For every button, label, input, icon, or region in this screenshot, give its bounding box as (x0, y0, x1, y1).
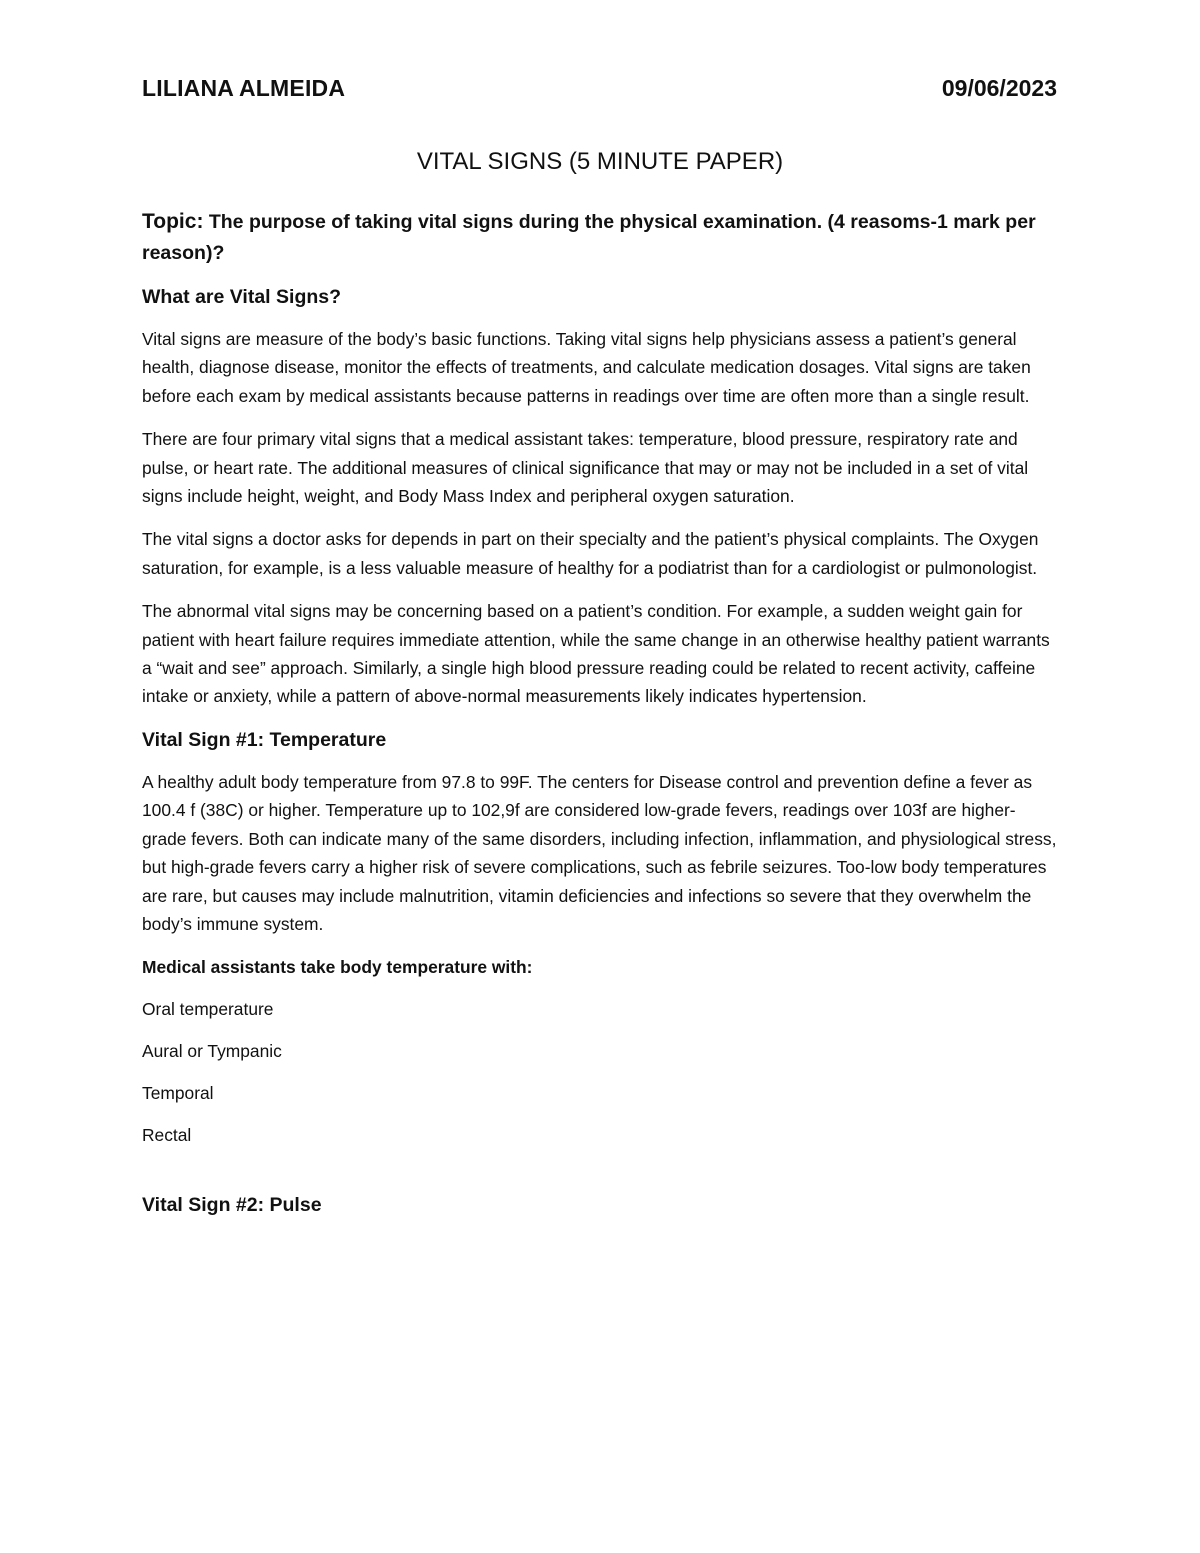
document-body (142, 206, 1060, 1233)
paragraph: A healthy adult body temperature from 97.8 to 99F. The centers for Disease control and prevention define a fever as 100.4 f (38C) or higher. Temperature up to 102,9f are considered low-grade fevers, readings over 103f are higher-grade fevers. Both can indicate many of the same disorders, including infection, inflammation, and physiological stress, but high-grade fevers carry a higher risk of severe complications, such as febrile seizures. Too-low body temperatures are rare, but causes may include malnutrition, vitamin deficiencies and infections so severe that they overwhelm the body’s immune system. (142, 771, 1057, 934)
topic-line (142, 206, 1060, 269)
list-label: Medical assistants take body temperature with: (142, 957, 533, 978)
section-heading-what-are-vital-signs: What are Vital Signs? (142, 286, 342, 308)
paragraph: Vital signs are measure of the body’s basic functions. Taking vital signs help physicians assess a patient’s general health, diagnose disease, monitor the effects of treatments, and calculate medication dosages. Vital signs are taken before each exam by medical assistants because patterns in readings over time are often more than a single result. (142, 329, 1031, 406)
paragraph: The abnormal vital signs may be concerning based on a patient’s condition. For example, a sudden weight gain for patient with heart failure requires immediate attention, while the same change in an otherwise healthy patient warrants a “wait and see” approach. Similarly, a single high blood pressure reading could be related to recent activity, caffeine intake or anxiety, while a pattern of above-normal measurements likely indicates hypertension. (142, 601, 1050, 707)
section-heading-pulse: Vital Sign #2: Pulse (142, 1194, 322, 1217)
author-name: LILIANA ALMEIDA (142, 75, 346, 101)
page-title: VITAL SIGNS (5 MINUTE PAPER) (416, 148, 784, 175)
spacer (142, 1163, 1060, 1191)
paragraph: The vital signs a doctor asks for depends in part on their specialty and the patient’s physical complaints. The Oxygen saturation, for example, is a less valuable measure of healthy for a podiatrist than for a cardiologist or pulmonologist. (142, 529, 1039, 578)
document-date: 09/06/2023 (941, 75, 1057, 101)
topic-label: Topic: (142, 210, 204, 233)
list-item: Aural or Tympanic (142, 1041, 282, 1062)
list-item: Temporal (142, 1083, 214, 1104)
paragraph: There are four primary vital signs that a medical assistant takes: temperature, blood pressure, respiratory rate and pulse, or heart rate. The additional measures of clinical significance that may or may not be included in a set of vital signs include height, weight, and Body Mass Index and peripheral oxygen saturation. (142, 429, 1029, 507)
list-item: Oral temperature (142, 999, 274, 1020)
section-heading-temperature: Vital Sign #1: Temperature (142, 728, 387, 751)
topic-text: The purpose of taking vital signs during the physical examination. (4 reasoms-1 mark per reason)? (142, 211, 1036, 264)
list-item: Rectal (142, 1125, 192, 1146)
